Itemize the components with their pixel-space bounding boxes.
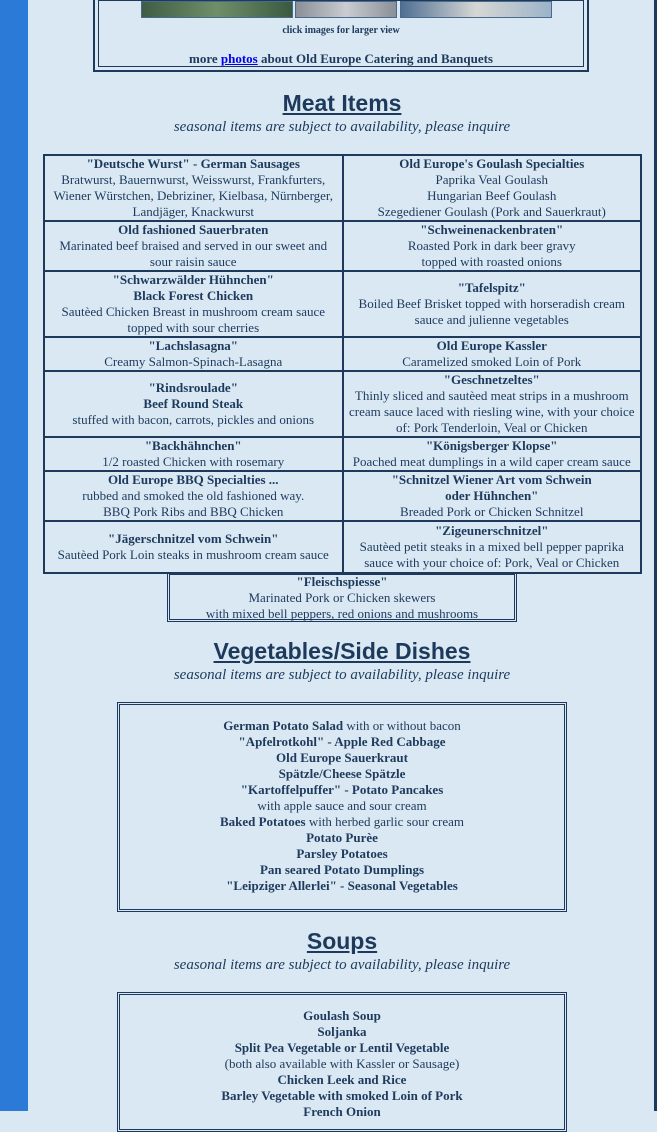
vegetable-item — [118, 830, 566, 846]
vegetable-item — [118, 718, 566, 734]
meat-table-row — [44, 221, 641, 271]
soup-item-name: Soljanka — [317, 1024, 367, 1039]
photo-thumbnail-1[interactable] — [141, 1, 293, 18]
meat-item-title: Old Europe BBQ Specialties ... — [107, 472, 279, 487]
meat-item-description: topped with sour cherries — [127, 320, 260, 335]
meat-item-description: Szegediener Goulash (Pork and Sauerkraut) — [377, 204, 606, 219]
soup-item-name: Goulash Soup — [303, 1008, 381, 1023]
soup-item — [118, 1008, 566, 1024]
vegetable-item-name: "Apfelrotkohl" - Apple Red Cabbage — [238, 734, 446, 749]
more-photos-suffix: about Old Europe Catering and Banquets — [257, 51, 493, 66]
vegetable-item — [118, 878, 566, 894]
vegetable-item — [118, 766, 566, 782]
soup-item-note: (both also available with Kassler or Sausage) — [224, 1056, 460, 1071]
meat-item-title: "Schweinenackenbraten" — [420, 222, 564, 237]
meat-item-subtitle: Black Forest Chicken — [133, 288, 254, 303]
meat-item-description: Creamy Salmon-Spinach-Lasagna — [104, 354, 283, 369]
vegetable-item-name: Parsley Potatoes — [296, 846, 388, 861]
photo-thumbnail-2[interactable] — [295, 1, 397, 18]
meat-item-title: "Zigeunerschnitzel" — [435, 523, 549, 538]
soup-item — [118, 1024, 566, 1040]
meat-item-description: BBQ Pork Ribs and BBQ Chicken — [103, 504, 284, 519]
meat-item-description: sauce and julienne vegetables — [414, 312, 569, 327]
meat-item-cell — [343, 337, 642, 371]
meat-item-description: Paprika Veal Goulash — [435, 172, 548, 187]
meat-item-cell — [44, 471, 343, 521]
soup-item-name: Barley Vegetable with smoked Loin of Pork — [221, 1088, 463, 1103]
meat-item-description: Poached meat dumplings in a wild caper cream sauce — [352, 454, 631, 469]
meat-item-description: Roasted Pork in dark beer gravy — [407, 238, 576, 253]
meat-item-description: sauce with your choice of: Pork, Veal or Chicken — [364, 555, 620, 570]
vegetable-item-name: Potato Purèe — [306, 830, 378, 845]
vegetable-item — [118, 846, 566, 862]
more-photos-prefix: more — [188, 51, 221, 66]
meat-item-cell — [44, 437, 343, 471]
meat-item-cell — [343, 521, 642, 573]
fleischspiesse-line: with mixed bell peppers, red onions and mushrooms — [205, 606, 479, 621]
soup-item-name: French Onion — [303, 1104, 381, 1119]
meat-item-subtitle: oder Hühnchen" — [445, 488, 539, 503]
soup-item — [118, 1056, 566, 1072]
meat-item-description: Marinated beef braised and served in our sweet and — [59, 238, 328, 253]
vegetable-item-name: German Potato Salad — [223, 718, 344, 733]
meat-item-subtitle: Beef Round Steak — [143, 396, 244, 411]
meat-item-cell — [44, 371, 343, 437]
soups-list — [118, 1008, 566, 1120]
fleischspiesse-inner-border — [169, 574, 515, 620]
meat-item-description: Sautèed petit steaks in a mixed bell pepper paprika — [359, 539, 624, 554]
meat-item-cell — [343, 221, 642, 271]
vegetable-item-note: with herbed garlic sour cream — [305, 814, 465, 829]
vegetables-heading: Vegetables/Side Dishes — [213, 638, 471, 664]
vegetable-item-name: Spätzle/Cheese Spätzle — [278, 766, 406, 781]
fleischspiesse-title: "Fleischspiesse" — [296, 574, 388, 589]
meat-items-table — [43, 154, 642, 574]
meat-item-description: Breaded Pork or Chicken Schnitzel — [400, 504, 584, 519]
meat-item-title: "Königsberger Klopse" — [425, 438, 558, 453]
meat-item-cell — [343, 271, 642, 337]
meat-item-description: of: Pork Tenderloin, Veal or Chicken — [396, 420, 588, 435]
meat-item-title: "Tafelspitz" — [457, 280, 526, 295]
meat-item-cell — [44, 337, 343, 371]
meat-table-row — [44, 337, 641, 371]
meat-item-description: cream sauce laced with riesling wine, with your choice — [348, 404, 635, 419]
vegetable-item — [118, 782, 566, 798]
meat-table-row — [44, 437, 641, 471]
soups-box — [117, 992, 567, 1132]
meat-item-cell — [343, 437, 642, 471]
meat-item-cell — [44, 155, 343, 221]
fleischspiesse-box — [167, 572, 517, 622]
meat-table-row — [44, 521, 641, 573]
soups-subtitle: seasonal items are subject to availability, please inquire — [173, 957, 511, 973]
meat-table-row — [44, 371, 641, 437]
meat-item-title: "Jägerschnitzel vom Schwein" — [108, 531, 279, 546]
meat-table-row — [44, 471, 641, 521]
vegetable-item-name: "Kartoffelpuffer" - Potato Pancakes — [240, 782, 444, 797]
meat-item-title: Old Europe's Goulash Specialties — [399, 156, 585, 171]
meat-item-cell — [44, 221, 343, 271]
soup-item — [118, 1088, 566, 1104]
meat-item-description: rubbed and smoked the old fashioned way. — [82, 488, 305, 503]
photo-gallery-box — [93, 0, 589, 72]
vegetable-item-name: "Leipziger Allerlei" - Seasonal Vegetables — [226, 878, 458, 893]
vegetable-item — [118, 734, 566, 750]
meat-item-cell — [44, 271, 343, 337]
meat-item-title: "Deutsche Wurst" - German Sausages — [86, 156, 300, 171]
vegetable-item — [118, 862, 566, 878]
meat-items-subtitle: seasonal items are subject to availability, please inquire — [173, 119, 511, 135]
meat-item-description: Thinly sliced and sautèed meat strips in a mushroom — [354, 388, 629, 403]
vegetable-item-name: Pan seared Potato Dumplings — [259, 862, 425, 877]
meat-item-description: stuffed with bacon, carrots, pickles and onions — [72, 412, 315, 427]
meat-item-description: sour raisin sauce — [149, 254, 237, 269]
meat-item-description: Sautèed Pork Loin steaks in mushroom cream sauce — [57, 547, 329, 562]
soup-item — [118, 1040, 566, 1056]
meat-item-cell — [44, 521, 343, 573]
fleischspiesse-line: Marinated Pork or Chicken skewers — [248, 590, 436, 605]
vegetables-subtitle: seasonal items are subject to availability, please inquire — [173, 667, 511, 683]
meat-item-title: Old fashioned Sauerbraten — [118, 222, 269, 237]
vegetable-item-note: with or without bacon — [343, 718, 461, 733]
meat-item-title: "Backhähnchen" — [144, 438, 242, 453]
meat-item-title: "Schwarzwälder Hühnchen" — [112, 272, 274, 287]
meat-item-title: "Schnitzel Wiener Art vom Schwein — [391, 472, 592, 487]
meat-item-title: Old Europe Kassler — [436, 338, 547, 353]
soup-item — [118, 1104, 566, 1120]
vegetable-item-name: Old Europe Sauerkraut — [276, 750, 408, 765]
photo-thumbnail-3[interactable] — [400, 1, 552, 18]
soups-heading: Soups — [306, 928, 378, 954]
meat-item-title: "Rindsroulade" — [148, 380, 238, 395]
meat-item-title: "Geschnetzeltes" — [443, 372, 540, 387]
vegetables-list — [118, 718, 566, 894]
meat-item-description: Boiled Beef Brisket topped with horseradish cream — [358, 296, 625, 311]
meat-items-heading: Meat Items — [282, 90, 402, 116]
vegetable-item — [118, 750, 566, 766]
soup-item — [118, 1072, 566, 1088]
meat-item-description: Landjäger, Knackwurst — [132, 204, 254, 219]
soup-item-name: Split Pea Vegetable or Lentil Vegetable — [234, 1040, 450, 1055]
vegetable-item-note: with apple sauce and sour cream — [257, 798, 427, 813]
vegetable-item — [118, 814, 566, 830]
meat-item-title: "Lachslasagna" — [148, 338, 239, 353]
more-photos-line — [99, 51, 583, 67]
meat-item-description: topped with roasted onions — [421, 254, 562, 269]
meat-item-description: Caramelized smoked Loin of Pork — [402, 354, 582, 369]
meat-item-description: 1/2 roasted Chicken with rosemary — [102, 454, 285, 469]
meat-item-cell — [343, 371, 642, 437]
thumbnail-caption: click images for larger view — [282, 25, 400, 36]
meat-table-row — [44, 155, 641, 221]
meat-item-description: Bratwurst, Bauernwurst, Weisswurst, Frankfurters, — [61, 172, 326, 187]
vegetable-item-name: Baked Potatoes — [219, 814, 306, 829]
meat-item-description: Hungarian Beef Goulash — [427, 188, 557, 203]
photos-link[interactable]: photos — [220, 51, 258, 66]
meat-item-description: Wiener Würstchen, Debriziner, Kielbasa, Nürnberger, — [53, 188, 333, 203]
page-content — [30, 0, 654, 1119]
meat-item-cell — [343, 471, 642, 521]
photo-gallery-inner-border — [98, 0, 584, 67]
soup-item-name: Chicken Leek and Rice — [277, 1072, 407, 1087]
meat-item-cell — [343, 155, 642, 221]
meat-item-description: Sautèed Chicken Breast in mushroom cream sauce — [61, 304, 326, 319]
vegetable-item — [118, 798, 566, 814]
meat-table-row — [44, 271, 641, 337]
left-sidebar-bar — [0, 0, 28, 1111]
vegetables-box — [117, 702, 567, 912]
